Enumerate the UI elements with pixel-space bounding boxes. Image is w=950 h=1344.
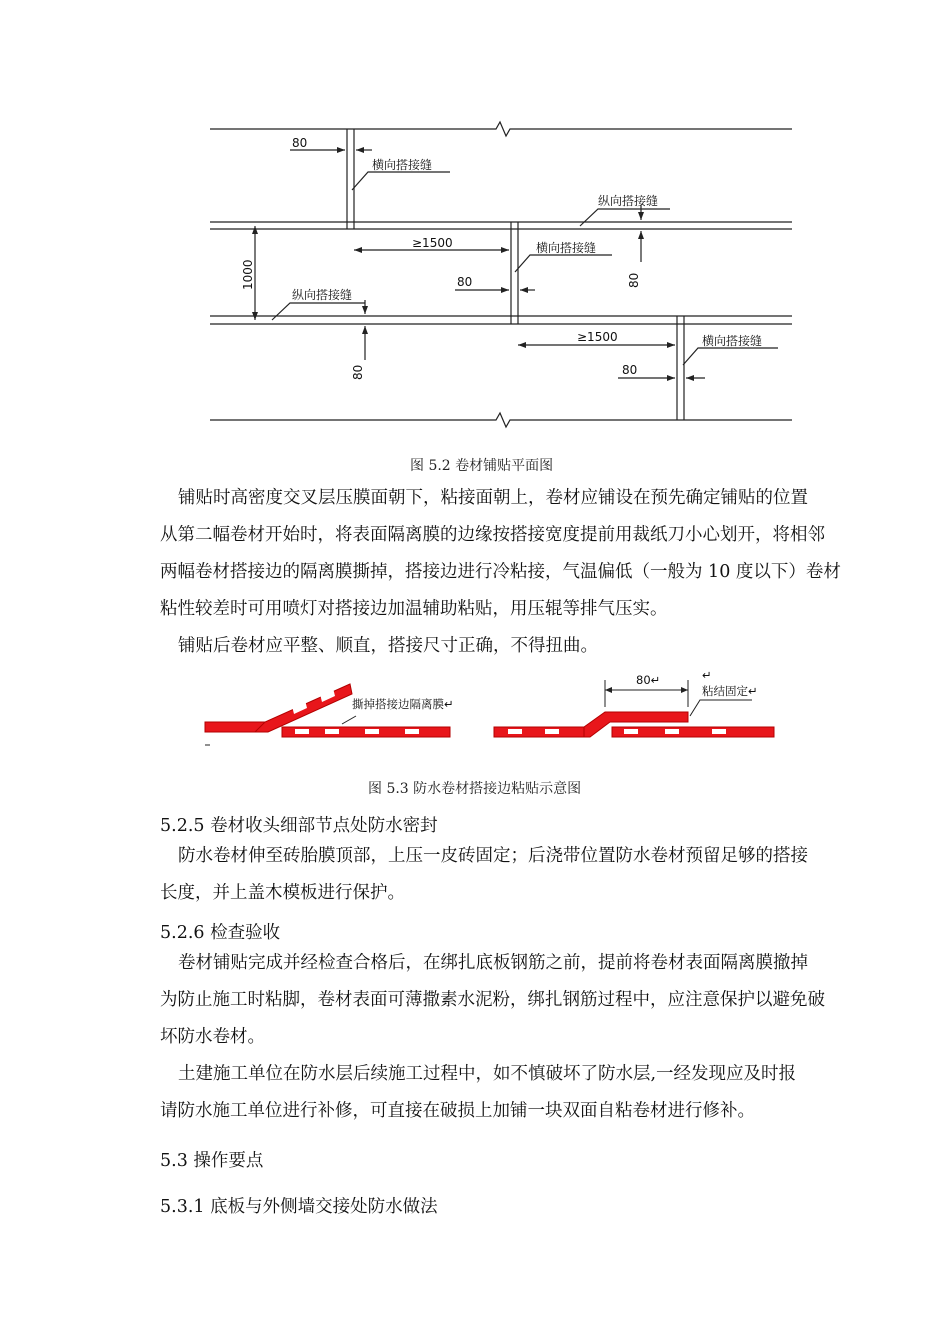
paragraph-line: 铺贴时高密度交叉层压膜面朝下，粘接面朝上，卷材应铺设在预先确定铺贴的位置 (178, 488, 808, 508)
paragraph-line: 铺贴后卷材应平整、顺直，搭接尺寸正确，不得扭曲。 (178, 636, 598, 656)
paragraph-line: 长度，并上盖木模板进行保护。 (160, 883, 405, 903)
label-longitudinal-seam-2: 纵向搭接缝 (292, 288, 353, 302)
dim-1500-1: ≥1500 (412, 236, 453, 250)
dim-80-mid: 80 (457, 275, 473, 289)
dim-80-vertical-right: 80 (627, 272, 641, 288)
label-transverse-seam-1: 横向搭接缝 (372, 158, 433, 172)
section-heading-5-2-5: 5.2.5 卷材收头细部节点处防水密封 (160, 816, 438, 836)
return-mark: ↵ (702, 670, 712, 682)
figure-5-2-plan-drawing (0, 100, 950, 440)
dim-1000: 1000 (241, 259, 255, 290)
dim-80-top: 80 (292, 136, 308, 150)
paragraph-line: 两幅卷材搭接边的隔离膜撕掉，搭接边进行冷粘接，气温偏低（一般为 10 度以下）卷材 (160, 562, 841, 582)
section-heading-5-2-6: 5.2.6 检查验收 (160, 923, 281, 943)
label-longitudinal-seam-1: 纵向搭接缝 (598, 194, 659, 208)
paragraph-line: 从第二幅卷材开始时，将表面隔离膜的边缘按搭接宽度提前用裁纸刀小心划开，将相邻 (160, 525, 825, 545)
paragraph-line: 坏防水卷材。 (160, 1027, 265, 1047)
paragraph-line: 为防止施工时粘脚，卷材表面可薄撒素水泥粉，绑扎钢筋过程中，应注意保护以避免破 (160, 990, 825, 1010)
paragraph-line: 防水卷材伸至砖胎膜顶部，上压一皮砖固定；后浇带位置防水卷材预留足够的搭接 (178, 846, 808, 866)
dim-80-bottom: 80 (622, 363, 638, 377)
figure-5-3-caption: 图 5.3 防水卷材搭接边粘贴示意图 (368, 781, 582, 797)
paragraph-line: 粘性较差时可用喷灯对搭接边加温辅助粘贴，用压辊等排气压实。 (160, 599, 668, 619)
section-heading-5-3-1: 5.3.1 底板与外侧墙交接处防水做法 (160, 1197, 438, 1217)
dim-80-lap: 80↵ (636, 673, 661, 687)
label-tear-release-film: 撕掉搭接边隔离膜↵ (352, 697, 454, 711)
dim-80-vertical-left: 80 (351, 364, 365, 380)
section-heading-5-3: 5.3 操作要点 (160, 1151, 264, 1171)
paragraph-line: 土建施工单位在防水层后续施工过程中，如不慎破坏了防水层,一经发现应及时报 (178, 1064, 797, 1084)
label-bond-fix: 粘结固定↵ (702, 684, 758, 698)
dim-1500-2: ≥1500 (577, 330, 618, 344)
paragraph-line: 卷材铺贴完成并经检查合格后，在绑扎底板钢筋之前，提前将卷材表面隔离膜撤掉 (178, 953, 808, 973)
figure-5-3-lap-drawing (0, 670, 950, 750)
figure-5-2-caption: 图 5.2 卷材铺贴平面图 (410, 458, 554, 474)
label-transverse-seam-3: 横向搭接缝 (702, 334, 763, 348)
paragraph-line: 请防水施工单位进行补修，可直接在破损上加铺一块双面自粘卷材进行修补。 (160, 1101, 755, 1121)
label-transverse-seam-2: 横向搭接缝 (536, 241, 597, 255)
